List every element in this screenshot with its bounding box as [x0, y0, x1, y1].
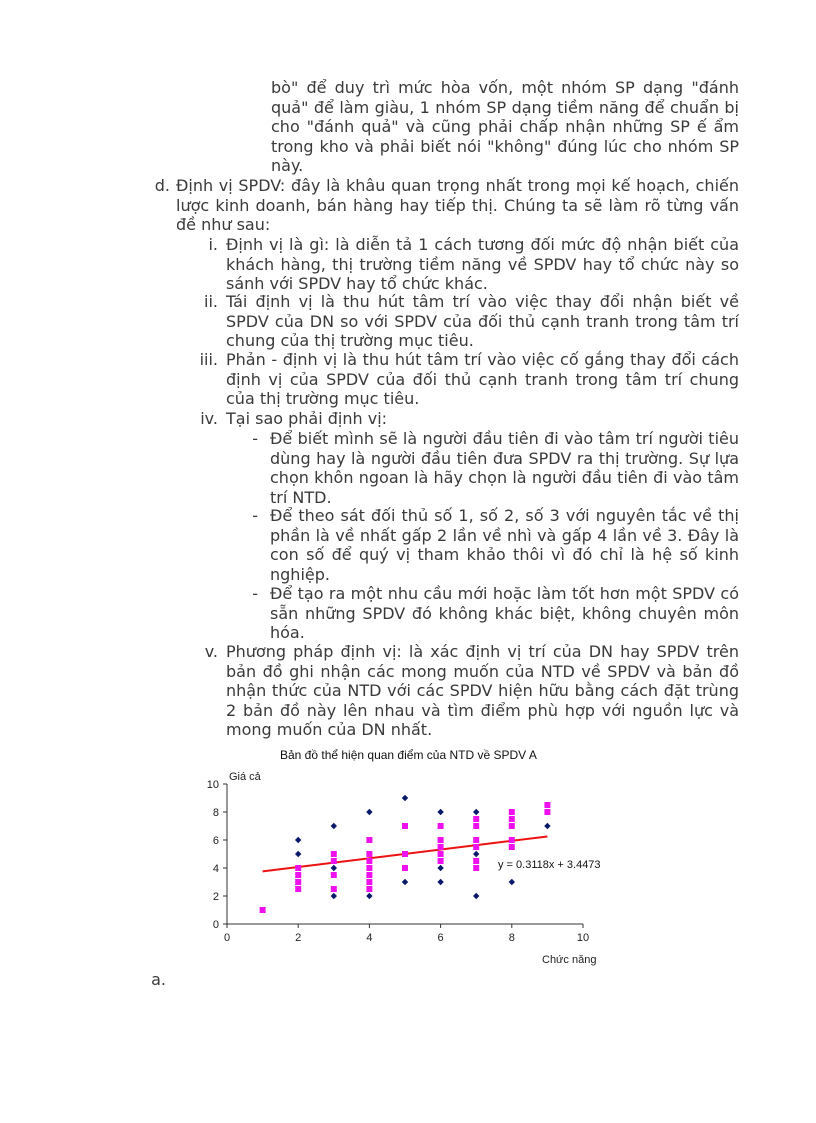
x-tick-label-1: 2 [295, 932, 302, 944]
list-item-iii [226, 350, 739, 409]
point-series-1-32 [509, 823, 515, 829]
x-tick-label-5: 10 [576, 932, 590, 944]
bullet-item-2 [270, 506, 739, 584]
list-item-v [226, 642, 739, 740]
point-series-1-6 [331, 858, 337, 864]
list-marker-iii: iii. [199, 350, 218, 369]
point-series-1-11 [366, 858, 372, 864]
list-item-i [226, 235, 739, 294]
list-marker-v: v. [204, 642, 218, 661]
point-series-1-35 [544, 802, 550, 808]
point-series-1-2 [295, 872, 301, 878]
list-item-i-text: Định vị là gì: là diễn tả 1 cách tương đối mức độ nhận biết của khách hàng, thị trường tiềm năng về SPDV hay tổ chức này so sánh với SPDV hay tổ chức khác. [226, 235, 739, 293]
point-series-1-14 [366, 879, 372, 885]
point-series-1-29 [473, 865, 479, 871]
list-item-ii-text: Tái định vị là thu hút tâm trí vào việc thay đổi nhận biết về SPDV của DN so với SPDV của đối thủ cạnh tranh trong tâm trí chung của thị trường mục tiêu. [226, 292, 739, 350]
x-tick-label-0: 0 [223, 932, 231, 944]
intro-paragraph [271, 78, 739, 176]
list-marker-i: i. [208, 235, 218, 254]
scatter-chart-svg [195, 742, 615, 970]
point-series-1-36 [544, 809, 550, 815]
list-item-d [176, 176, 739, 235]
list-item-v-text: Phương pháp định vị: là xác định vị trí của DN hay SPDV trên bản đồ ghi nhận các mong muốn của NTD về SPDV và bản đồ nhận thức của NTD với các SPDV hiện hữu bằng cách đặt trùng 2 bản đồ này lên nhau và tìm điểm phù hợp với nguồn lực và mong muốn của DN nhất. [226, 642, 739, 739]
list-item-iv-text: Tại sao phải định vị: [226, 409, 388, 428]
scatter-chart [195, 742, 615, 970]
x-axis-label: Chức năng [542, 954, 597, 966]
point-series-1-16 [402, 823, 408, 829]
trendline-equation: y = 0.3118x + 3.4473 [498, 859, 601, 871]
list-marker-ii: ii. [204, 292, 218, 311]
y-tick-label-2: 4 [212, 863, 219, 875]
point-series-1-8 [331, 886, 337, 892]
list-item-d-text: Định vị SPDV: đây là khâu quan trọng nhất trong mọi kế hoạch, chiến lược kinh doanh, bán hàng hay tiếp thị. Chúng ta sẽ làm rõ từng vấn đề như sau: [176, 176, 739, 234]
point-series-1-22 [438, 851, 444, 857]
bullet-item-2-text: Để theo sát đối thủ số 1, số 2, số 3 với nguyên tắc về thị phần là về nhất gấp 2 lần về nhì và gấp 4 lần về 3. Đây là con số để quý vị tham khảo thôi vì đó chỉ là hệ số kinh nghiệp. [270, 506, 739, 584]
y-axis-label: Giá cả [229, 771, 261, 783]
point-series-1-4 [295, 886, 301, 892]
point-series-1-28 [473, 858, 479, 864]
point-series-1-0 [260, 907, 266, 913]
bullet-marker-1: - [252, 429, 258, 448]
point-series-1-18 [402, 865, 408, 871]
point-series-1-17 [402, 851, 408, 857]
list-marker-d: d. [154, 176, 170, 195]
point-series-1-9 [366, 837, 372, 843]
chart-title: Bản đồ thể hiện quan điểm của NTD về SPDV A [280, 748, 537, 762]
point-series-1-25 [473, 823, 479, 829]
point-series-1-34 [509, 844, 515, 850]
point-series-1-3 [295, 879, 301, 885]
bullet-item-3 [270, 584, 739, 643]
point-series-1-19 [438, 823, 444, 829]
intro-paragraph-text: bò" để duy trì mức hòa vốn, một nhóm SP dạng "đánh quả" để làm giàu, 1 nhóm SP dạng tiềm năng để chuẩn bị cho "đánh quả" và cũng phải chấp nhận những SP ế ẩm trong kho và phải biết nói "không" đúng lúc cho nhóm SP này. [271, 78, 739, 175]
point-series-1-30 [509, 809, 515, 815]
list-marker-iv: iv. [200, 409, 218, 428]
point-series-1-31 [509, 816, 515, 822]
list-item-ii [226, 292, 739, 351]
point-series-1-24 [473, 816, 479, 822]
point-series-1-10 [366, 851, 372, 857]
x-tick-label-2: 4 [366, 932, 373, 944]
point-series-1-13 [366, 872, 372, 878]
bullet-item-3-text: Để tạo ra một nhu cầu mới hoặc làm tốt hơn một SPDV có sẵn những SPDV đó không khác biệt, không chuyên môn hóa. [270, 584, 739, 642]
x-tick-label-3: 6 [437, 932, 444, 944]
point-series-1-26 [473, 837, 479, 843]
point-series-1-7 [331, 872, 337, 878]
y-tick-label-4: 8 [212, 807, 219, 819]
bullet-item-1-text: Để biết mình sẽ là người đầu tiên đi vào tâm trí người tiêu dùng hay là người đầu tiên đưa SPDV ra thị trường. Sự lựa chọn khôn ngoan là hãy chọn là người đầu tiên đi vào tâm trí NTD. [270, 429, 739, 507]
y-tick-label-5: 10 [206, 779, 219, 791]
x-tick-label-4: 8 [508, 932, 515, 944]
point-series-1-23 [438, 858, 444, 864]
bullet-marker-2: - [252, 506, 258, 525]
point-series-1-20 [438, 837, 444, 843]
list-item-iv [226, 409, 739, 429]
point-series-1-33 [509, 837, 515, 843]
trailing-list-marker: a. [151, 970, 166, 989]
y-tick-label-0: 0 [212, 919, 219, 931]
list-item-iii-text: Phản - định vị là thu hút tâm trí vào việc cố gắng thay đổi cách định vị của SPDV của đối thủ cạnh tranh trong tâm trí chung của thị trường mục tiêu. [226, 350, 739, 408]
y-tick-label-3: 6 [212, 835, 219, 847]
point-series-1-15 [366, 886, 372, 892]
point-series-1-27 [473, 844, 479, 850]
point-series-1-5 [331, 851, 337, 857]
point-series-1-12 [366, 865, 372, 871]
y-tick-label-1: 2 [212, 891, 219, 903]
point-series-1-21 [438, 844, 444, 850]
bullet-marker-3: - [252, 584, 258, 603]
bullet-item-1 [270, 429, 739, 507]
point-series-1-1 [295, 865, 301, 871]
